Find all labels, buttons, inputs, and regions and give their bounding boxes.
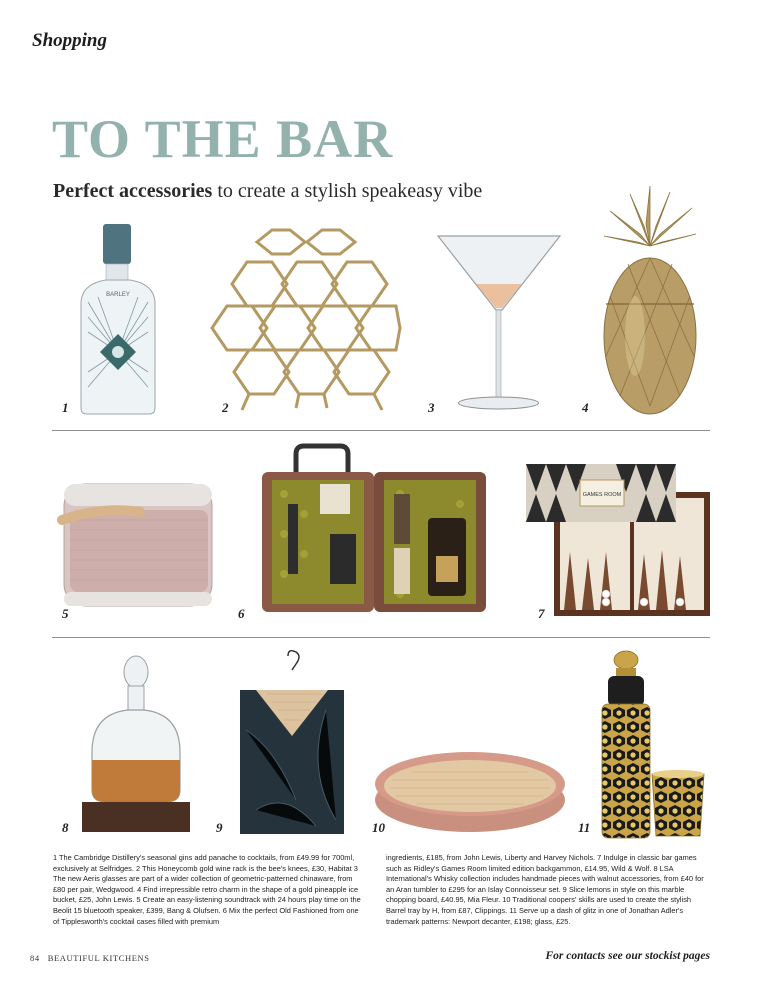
caption-column-right: ingredients, £185, from John Lewis, Liberty and Harvey Nichols. 7 Indulge in classic bar games such as Ridley's Games Room limited edition backgammon, £14.95, Wild & Wolf. 8 LSA International's Whisky collection includes handmade pieces with walnut accessories, from £40 for an Aran tumbler to £295 for an Islay Connoisseur set. 9 Slice lemons in style on this marble chopping board, £40.95, Mia Fleur. 10 Traditional coopers' skills are used to create the stylish Barrel tray by H, from £87, Clippings. 11 Serve up a dash of glitz in one of Jonathan Adler's trademark patterns: Newport decanter, £198; glass, £25. xyxy=(386,853,704,926)
item-number-11: 11 xyxy=(578,820,591,835)
whisky-decanter-icon xyxy=(80,652,192,834)
game-box-text: GAMES ROOM xyxy=(582,492,622,498)
item-number-3: 3 xyxy=(428,400,435,415)
item-number-7: 7 xyxy=(538,606,545,621)
item-number-1: 1 xyxy=(62,400,69,415)
pineapple-ice-bucket-icon xyxy=(600,186,700,416)
page-title: TO THE BAR xyxy=(52,109,394,169)
cocktail-case-icon xyxy=(260,444,488,616)
item-number-4: 4 xyxy=(582,400,589,415)
row-divider-1 xyxy=(52,430,710,431)
magazine-name: BEAUTIFUL KITCHENS xyxy=(47,953,150,963)
subtitle-bold: Perfect accessories xyxy=(53,180,213,202)
item-number-9: 9 xyxy=(216,820,223,835)
caption-column-left: 1 The Cambridge Distillery's seasonal gins add panache to cocktails, from £49.99 for 700ml, exclusively at Selfridges. 2 This Honeycomb gold wine rack is the bee's knees, £30, Habitat 3 The new Aeris glasses are part of a wider collection of geometric-patterned chinaware, from £80 per pair, Wedgwood. 4 Find irrepressible retro charm in the shape of a gold pineapple ice bucket, £25, John Lewis. 5 Create an easy-listening soundtrack with 24 hours play time on the Beolit 15 bluetooth speaker, £399, Bang & Olufsen. 6 Mix the perfect Old Fashioned from one of Tipplesworth's cocktail cases filled with premium xyxy=(53,853,361,926)
item-number-5: 5 xyxy=(62,606,69,621)
footer-left xyxy=(30,953,158,963)
gin-bottle-icon xyxy=(78,222,158,416)
honeycomb-wine-rack-icon xyxy=(212,222,400,412)
item-number-10: 10 xyxy=(372,820,385,835)
patterned-decanter-icon xyxy=(598,650,710,840)
page-subtitle xyxy=(53,180,482,203)
section-label: Shopping xyxy=(32,30,107,51)
item-number-2: 2 xyxy=(222,400,229,415)
row-divider-2 xyxy=(52,637,710,638)
backgammon-set-icon xyxy=(526,462,712,618)
subtitle-rest: to create a stylish speakeasy vibe xyxy=(212,180,483,202)
page-number: 84 xyxy=(30,953,40,963)
gin-label-text: BARLEY xyxy=(106,292,130,298)
marble-chopping-board-icon xyxy=(236,650,348,836)
barrel-tray-icon xyxy=(372,734,568,834)
item-number-6: 6 xyxy=(238,606,245,621)
martini-glass-icon xyxy=(436,232,562,412)
item-number-8: 8 xyxy=(62,820,69,835)
stockist-note: For contacts see our stockist pages xyxy=(545,950,710,962)
bluetooth-speaker-icon xyxy=(62,480,214,610)
